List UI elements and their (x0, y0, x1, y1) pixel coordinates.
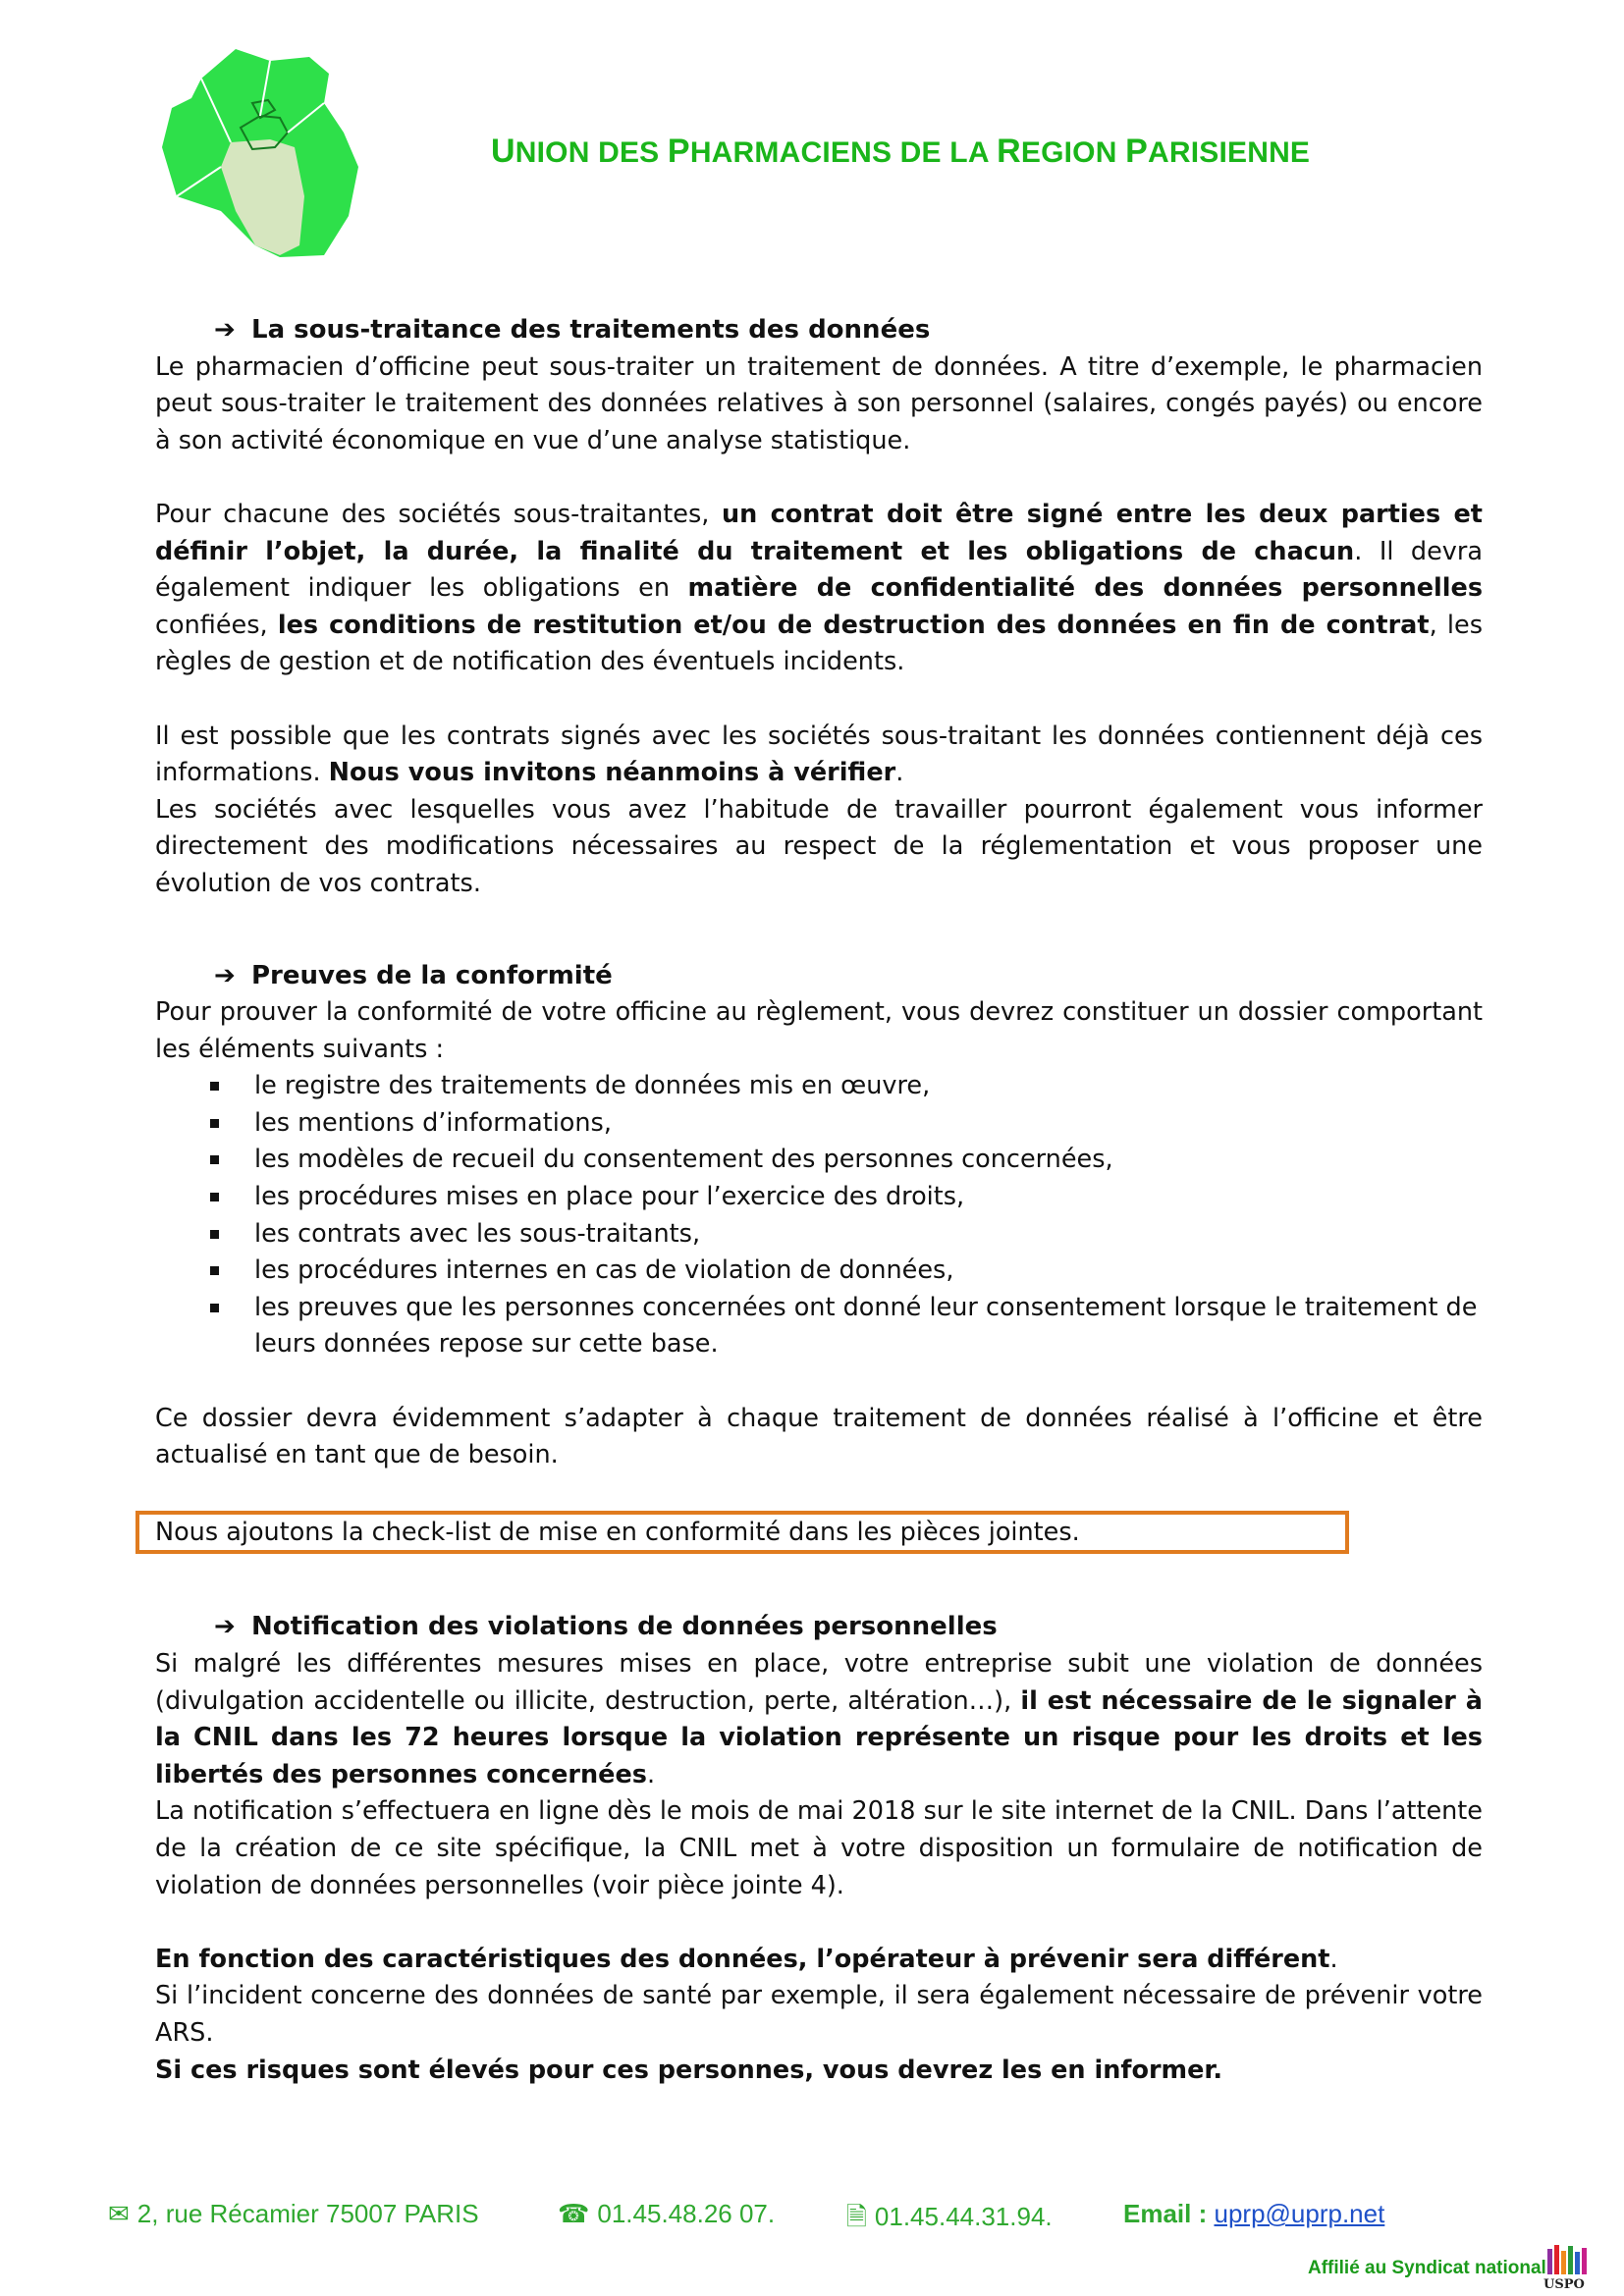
list-item: les modèles de recueil du consentement des personnes concernées, (155, 1142, 1483, 1179)
section-heading-compliance-proof (214, 958, 1483, 995)
paragraph: Le pharmacien d’officine peut sous-traiter un traitement de données. A titre d’exemple, le pharmacien peut sous-traiter le traitement des données relatives à son personnel (salaires, congés payés) ou encore à son activité économique en vue d’une analyse statistique. (155, 351, 1483, 455)
uspo-logo-text: USPO (1543, 2277, 1585, 2292)
paragraph: Pour chacune des sociétés sous-traitantes, un contrat doit être signé entre les deux parties et définir l’objet, la durée, la finalité du traitement et les obligations de chacun. Il devra également indiquer les obligations en matière de confidentialité des données personnelles confiées, les conditions de restitution et/ou de destruction des données en fin de contrat, les règles de gestion et de notification des éventuels incidents. (155, 499, 1484, 677)
document-body (155, 312, 1483, 2089)
list-item: les procédures mises en place pour l’exercice des droits, (155, 1179, 1483, 1216)
affiliation-text: Affilié au Syndicat national (1308, 2258, 1546, 2278)
organization-title (491, 133, 1310, 171)
list-item: les preuves que les personnes concernées ont donné leur consentement lorsque le traitement de leurs données repose sur cette base. (155, 1290, 1483, 1363)
arrow-right-icon: ➔ (214, 315, 236, 345)
compliance-items-list (155, 1068, 1483, 1363)
footer-address: ✉ 2, rue Récamier 75007 PARIS (108, 2199, 479, 2228)
paragraph: Pour prouver la conformité de votre officine au règlement, vous devrez constituer un dossier comportant les éléments suivants : (155, 997, 1483, 1064)
arrow-right-icon: ➔ (214, 1612, 236, 1642)
list-item: le registre des traitements de données mis en œuvre, (155, 1068, 1483, 1105)
section-heading-subcontracting (214, 312, 1483, 349)
email-link[interactable]: uprp@uprp.net (1214, 2199, 1385, 2228)
paragraph: En fonction des caractéristiques des données, l’opérateur à prévenir sera différent. (155, 1944, 1338, 1974)
section-heading-breach-notification (214, 1609, 1483, 1646)
title-part: P (667, 133, 690, 170)
title-part: ARISIENNE (1147, 136, 1311, 169)
checklist-notice-box (135, 1511, 1349, 1554)
title-part: U (491, 133, 515, 170)
arrow-right-icon: ➔ (214, 960, 236, 990)
title-part: EGION (1020, 136, 1126, 169)
title-part: NION DES (514, 136, 668, 169)
paragraph: Si malgré les différentes mesures mises en place, votre entreprise subit une violation de données (divulgation accidentelle ou illicite, destruction, perte, altération…), il est nécessaire de le signaler à la CNIL dans les 72 heures lorsque la violation représente un risque pour les droits et les libertés des personnes concernées. (155, 1649, 1483, 1789)
list-item: les mentions d’informations, (155, 1105, 1483, 1143)
section-heading-text: La sous-traitance des traitements des données (251, 315, 931, 345)
email-label: Email : (1123, 2199, 1208, 2228)
list-item: les procédures internes en cas de violation de données, (155, 1253, 1483, 1290)
paragraph: Ce dossier devra évidemment s’adapter à chaque traitement de données réalisé à l’officine et être actualisé en tant que de besoin. (155, 1403, 1483, 1470)
page-footer (108, 2199, 1532, 2238)
paragraph: Si ces risques sont élevés pour ces personnes, vous devrez les en informer. (155, 2055, 1223, 2085)
footer-fax: 🗎 01.45.44.31.94. (846, 2199, 1053, 2242)
phone-icon: ☎ (558, 2199, 590, 2228)
paragraph: Les sociétés avec lesquelles vous avez l’habitude de travailler pourront également vous informer directement des modifications nécessaires au respect de la réglementation et vous proposer une évolution de vos contrats. (155, 794, 1483, 898)
section-heading-text: Notification des violations de données personnelles (251, 1612, 998, 1642)
title-part: R (997, 133, 1021, 170)
title-part: P (1125, 133, 1148, 170)
envelope-icon: ✉ (108, 2199, 130, 2228)
uprp-map-logo (162, 49, 457, 260)
map-south-region (221, 139, 304, 255)
footer-email (1123, 2199, 1384, 2229)
title-part: HARMACIENS DE LA (689, 136, 998, 169)
list-item: les contrats avec les sous-traitants, (155, 1216, 1483, 1254)
section-heading-text: Preuves de la conformité (251, 960, 613, 990)
fax-icon: 🗎 (846, 2202, 867, 2231)
paragraph: Si l’incident concerne des données de santé par exemple, il sera également nécessaire de prévenir votre ARS. (155, 1981, 1483, 2048)
paragraph: La notification s’effectuera en ligne dès le mois de mai 2018 sur le site internet de la CNIL. Dans l’attente de la création de ce site spécifique, la CNIL met à votre disposition un formulaire de notification de violation de données personnelles (voir pièce jointe 4). (155, 1796, 1483, 1900)
footer-phone: ☎ 01.45.48.26 07. (558, 2199, 776, 2228)
paragraph: Il est possible que les contrats signés avec les sociétés sous-traitant les données contiennent déjà ces informations. Nous vous invitons néanmoins à vérifier. (155, 721, 1483, 788)
notice-text: Nous ajoutons la check-list de mise en conformité dans les pièces jointes. (155, 1518, 1080, 1548)
